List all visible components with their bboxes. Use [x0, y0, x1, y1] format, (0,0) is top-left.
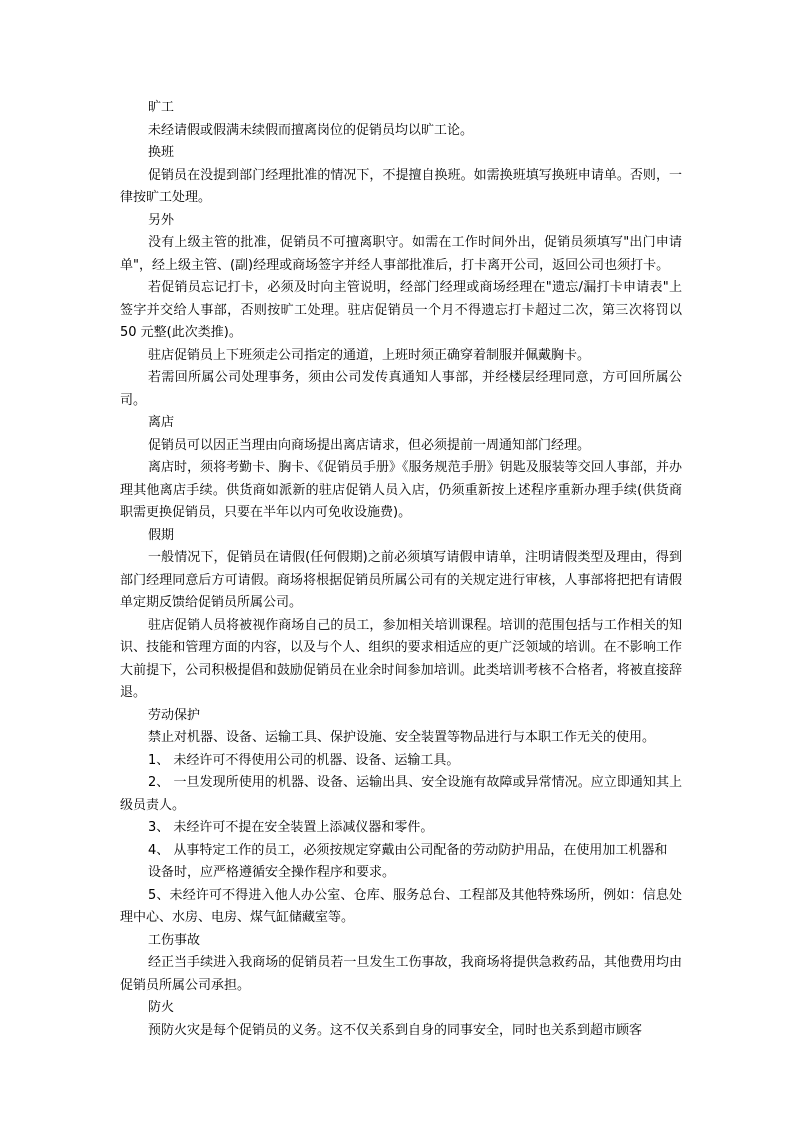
list-item: 2、 一旦发现所使用的机器、设备、运输出具、安全设施有故障或异常情况。应立即通知其上级员责人。	[120, 775, 682, 813]
list-item: 4、 从事特定工作的员工，必须按规定穿戴由公司配备的劳动防护用品，在使用加工机器和	[148, 842, 668, 858]
paragraph: 禁止对机器、设备、运输工具、保护设施、安全装置等物品进行与本职工作无关的使用。	[148, 730, 656, 745]
section-heading-fire-prevention: 防火	[148, 1000, 175, 1015]
paragraph: 未经请假或假满未续假而擅离岗位的促销员均以旷工论。	[148, 122, 474, 138]
paragraph: 预防火灾是每个促销员的义务。这不仅关系到自身的同事安全，同时也关系到超市顾客	[148, 1022, 643, 1038]
section-heading-leave: 假期	[148, 527, 175, 543]
section-heading-work-injury: 工伤事故	[148, 932, 201, 948]
paragraph: 促销员可以因正当理由向商场提出离店请求，但必须提前一周通知部门经理。	[148, 437, 591, 453]
list-item: 3、 未经许可不提在安全装置上添减仪器和零件。	[148, 820, 434, 835]
section-heading-shift-change: 换班	[148, 145, 175, 160]
section-heading-absenteeism: 旷工	[148, 100, 175, 115]
paragraph: 若促销员忘记打卡，必须及时向主管说明，经部门经理或商场经理在"遗忘/漏打卡申请表"上签字并交给人事部，否则按旷工处理。驻店促销员一个月不得遗忘打卡超过二次，第三次将罚以 50 元整(此次类推)。	[120, 280, 682, 340]
list-item: 1、 未经许可不得使用公司的机器、设备、运输工具。	[148, 752, 460, 768]
section-heading-leaving: 离店	[148, 415, 175, 430]
list-item-continuation: 设备时，应严格遵循安全操作程序和要求。	[148, 865, 396, 880]
section-heading-other: 另外	[148, 212, 175, 228]
paragraph: 驻店促销员上下班须走公司指定的通道，上班时须正确穿着制服并佩戴胸卡。	[148, 347, 591, 363]
paragraph: 离店时，须将考勤卡、胸卡、《促销员手册》《服务规范手册》钥匙及服装等交回人事部，并办理其他离店手续。供货商如派新的驻店促销人员入店，仍须重新按上述程序重新办理手续(供货商职需更换促销员，只要在半年以内可免收设施费)。	[120, 460, 682, 520]
list-item: 5、未经许可不得进入他人办公室、仓库、服务总台、工程部及其他特殊场所，例如：信息处理中心、水房、电房、煤气缸储藏室等。	[120, 887, 682, 925]
paragraph: 一般情况下，促销员在请假(任何假期)之前必须填写请假申请单，注明请假类型及理由，得到部门经理同意后方可请假。商场将根据促销员所属公司有的关规定进行审核，人事部将把把有请假单定期反馈给促销员所属公司。	[120, 550, 682, 610]
paragraph: 促销员在没提到部门经理批准的情况下，不提擅自换班。如需换班填写换班申请单。否则，一律按旷工处理。	[120, 167, 682, 205]
paragraph: 经正当手续进入我商场的促销员若一旦发生工伤事故，我商场将提供急救药品，其他费用均由促销员所属公司承担。	[120, 955, 682, 993]
paragraph: 若需回所属公司处理事务，须由公司发传真通知人事部，并经楼层经理同意，方可回所属公司。	[120, 370, 682, 408]
document-page	[120, 97, 682, 1042]
paragraph: 没有上级主管的批准，促销员不可擅离职守。如需在工作时间外出，促销员须填写"出门申请单"，经上级主管、(副)经理或商场签字并经人事部批准后，打卡离开公司，返回公司也须打卡。	[120, 235, 682, 273]
paragraph: 驻店促销人员将被视作商场自己的员工，参加相关培训课程。培训的范围包括与工作相关的知识、技能和管理方面的内容，以及与个人、组织的要求相适应的更广泛领域的培训。在不影响工作大前提下，公司积极提倡和鼓励促销员在业余时间参加培训。此类培训考核不合格者，将被直接辞退。	[120, 617, 682, 700]
section-heading-labor-protection: 劳动保护	[148, 707, 201, 723]
